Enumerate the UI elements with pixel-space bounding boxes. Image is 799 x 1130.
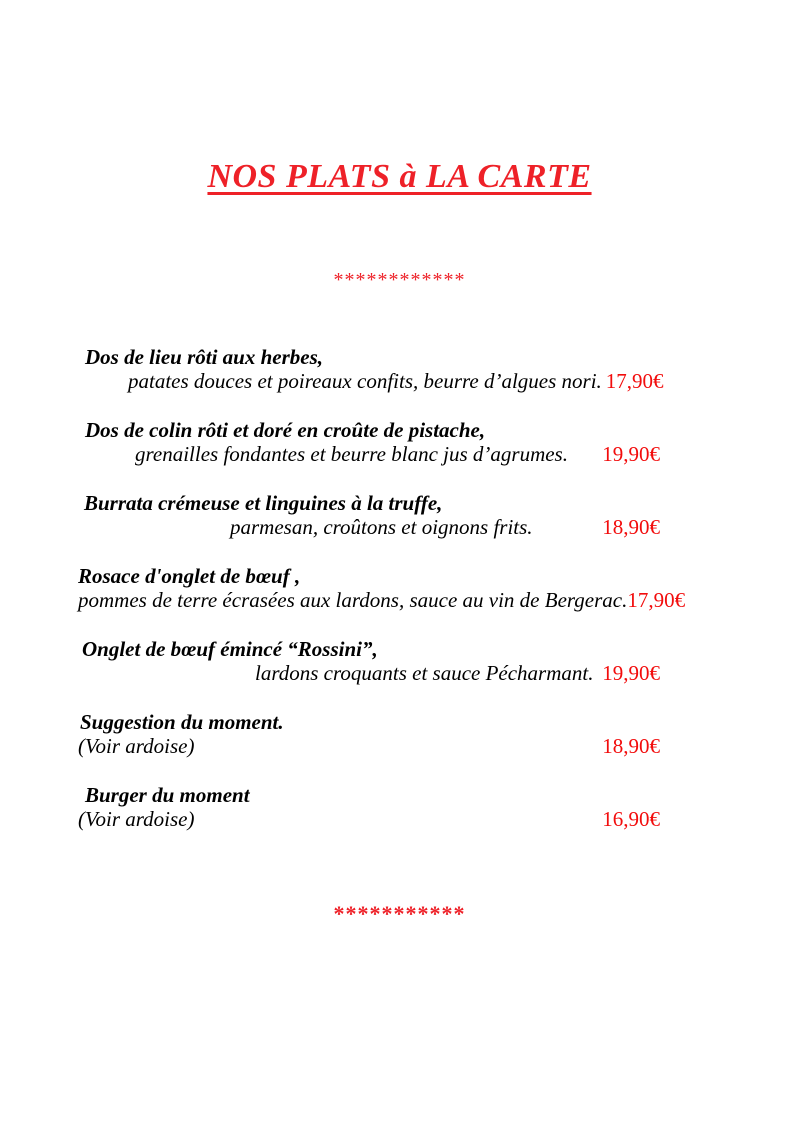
dish-detail-row <box>78 807 660 831</box>
dish-description: grenailles fondantes et beurre blanc jus d’agrumes. <box>135 442 568 466</box>
dish-name: Dos de colin rôti et doré en croûte de pistache, <box>85 418 486 442</box>
menu-item <box>78 419 660 466</box>
menu-item <box>78 564 686 612</box>
menu-item <box>78 784 660 831</box>
dish-detail-row <box>78 442 660 466</box>
menu-item <box>78 492 660 539</box>
dish-name: Dos de lieu rôti aux herbes, <box>85 345 324 369</box>
dish-name: Burger du moment <box>85 783 250 807</box>
dish-detail-row <box>78 661 660 685</box>
dish-price: 18,90€ <box>602 515 660 539</box>
dish-name: Rosace d'onglet de bœuf , <box>78 564 301 588</box>
dish-price: 17,90€ <box>605 369 664 393</box>
dish-price: 19,90€ <box>602 442 660 466</box>
dish-detail-row <box>78 734 660 758</box>
dish-note: (Voir ardoise) <box>78 734 195 758</box>
page-title-text: NOS PLATS à LA CARTE <box>207 158 592 195</box>
menu-items <box>78 345 686 831</box>
dish-price: 17,90€ <box>627 588 686 612</box>
dish-detail-row <box>78 369 664 393</box>
dish-price: 16,90€ <box>602 807 660 831</box>
dish-price: 18,90€ <box>602 734 660 758</box>
dish-name: Suggestion du moment. <box>80 710 284 734</box>
page-title <box>0 0 799 196</box>
dish-description: lardons croquants et sauce Pécharmant. <box>255 661 594 685</box>
top-separator-stars: ************ <box>333 269 466 291</box>
dish-name: Onglet de bœuf émincé “Rossini”, <box>82 637 378 661</box>
menu-item <box>78 345 664 393</box>
dish-description: parmesan, croûtons et oignons frits. <box>230 515 533 539</box>
dish-detail-row <box>78 588 686 612</box>
dish-price: 19,90€ <box>602 661 660 685</box>
dish-name: Burrata crémeuse et linguines à la truffe, <box>84 491 443 515</box>
dish-note: (Voir ardoise) <box>78 807 195 831</box>
bottom-separator-stars: *********** <box>333 901 466 926</box>
dish-description: patates douces et poireaux confits, beurre d’algues nori. <box>128 369 602 393</box>
dish-description: pommes de terre écrasées aux lardons, sauce au vin de Bergerac. <box>78 588 628 612</box>
menu-item <box>78 711 660 758</box>
dish-detail-row <box>78 515 660 539</box>
menu-item <box>78 638 660 685</box>
